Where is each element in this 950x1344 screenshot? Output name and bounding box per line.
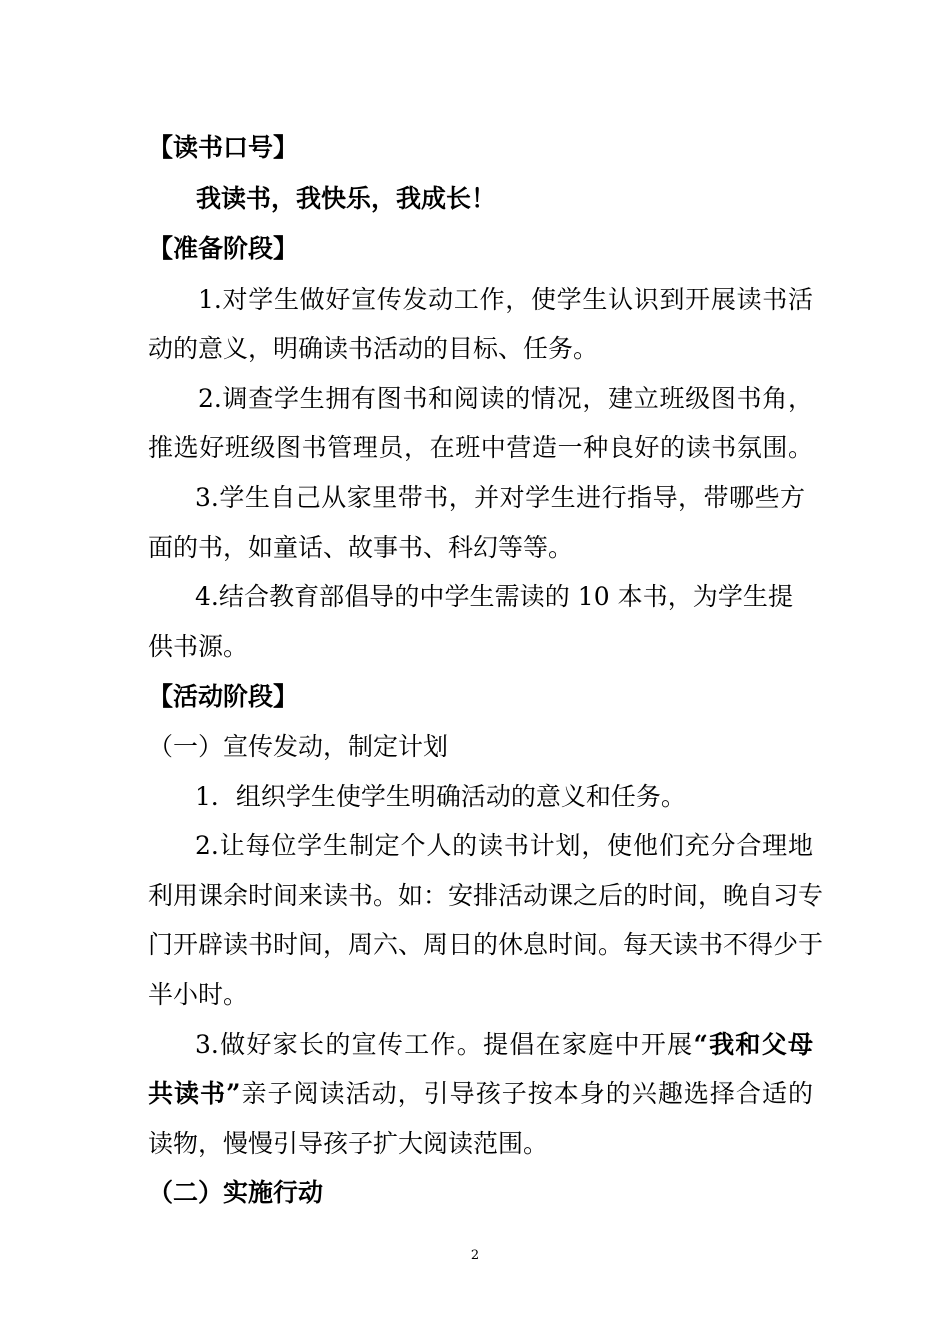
campaign-name-part-2: 共读书” — [148, 1079, 241, 1108]
prep-item-4-line-1: 4.结合教育部倡导的中学生需读的 10 本书，为学生提 — [195, 582, 793, 611]
section-1-item-1: 1．组织学生使学生明确活动的意义和任务。 — [195, 782, 686, 811]
item-3-text-continued: 亲子阅读活动，引导孩子按本身的兴趣选择合适的 — [240, 1079, 813, 1108]
section-1-item-3-line-3: 读物，慢慢引导孩子扩大阅读范围。 — [148, 1129, 549, 1158]
prep-item-1-line-2: 动的意义，明确读书活动的目标、任务。 — [148, 334, 599, 363]
section-1-heading: （一）宣传发动，制定计划 — [148, 732, 449, 761]
campaign-name-part-1: “我和父母 — [693, 1030, 813, 1059]
slogan-heading: 【读书口号】 — [148, 133, 299, 162]
prep-item-3-line-1: 3.学生自己从家里带书，并对学生进行指导，带哪些方 — [195, 483, 805, 512]
prep-item-1-line-1: 1.对学生做好宣传发动工作，使学生认识到开展读书活 — [198, 285, 813, 314]
slogan-text: 我读书，我快乐，我成长！ — [196, 184, 497, 213]
section-1-item-3-line-2 — [148, 1077, 813, 1111]
page-number: 2 — [470, 1248, 480, 1263]
prep-item-4-line-2: 供书源。 — [148, 632, 249, 661]
prep-item-2-line-2: 推选好班级图书管理员，在班中营造一种良好的读书氛围。 — [148, 433, 813, 462]
section-2-heading: （二）实施行动 — [148, 1178, 324, 1207]
section-1-item-3-line-1 — [195, 1028, 813, 1062]
prep-item-3-line-2: 面的书，如童话、故事书、科幻等等。 — [148, 533, 574, 562]
activity-heading: 【活动阶段】 — [148, 682, 299, 711]
section-1-item-2-line-4: 半小时。 — [148, 980, 249, 1009]
prep-heading: 【准备阶段】 — [148, 234, 299, 263]
section-1-item-2-line-2: 利用课余时间来读书。如：安排活动课之后的时间，晚自习专 — [148, 881, 824, 910]
item-3-text: 3.做好家长的宣传工作。提倡在家庭中开展 — [195, 1030, 694, 1059]
section-1-item-2-line-1: 2.让每位学生制定个人的读书计划，使他们充分合理地 — [195, 831, 813, 860]
section-1-item-2-line-3: 门开辟读书时间，周六、周日的休息时间。每天读书不得少于 — [148, 930, 824, 959]
prep-item-2-line-1: 2.调查学生拥有图书和阅读的情况，建立班级图书角， — [198, 384, 813, 413]
